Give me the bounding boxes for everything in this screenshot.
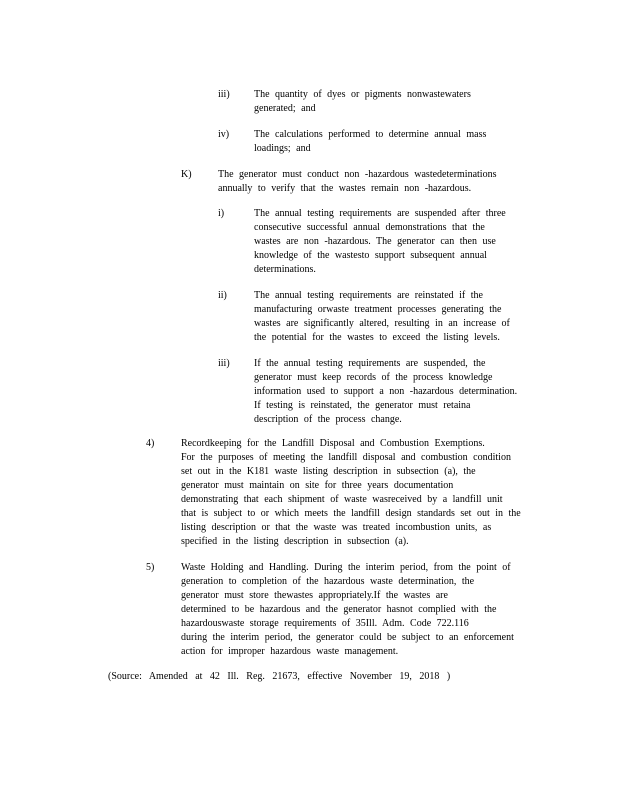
- item-line: description of the process change.: [254, 414, 402, 425]
- item-line: The annual testing requirements are suspended after three: [254, 208, 506, 219]
- item-line: set out in the K181 waste listing description in subsection (a), the: [181, 466, 476, 477]
- item-line: determinations.: [254, 264, 316, 275]
- item-line: generator must store thewastes appropriately.If the wastes are: [181, 590, 448, 601]
- item-line: action for improper hazardous waste management.: [181, 646, 399, 657]
- list-item-k: [181, 168, 541, 198]
- item-line: The quantity of dyes or pigments nonwastewaters: [254, 89, 471, 100]
- item-line: information used to support a non -hazardous determination.: [254, 386, 518, 397]
- item-marker: ii): [218, 290, 227, 301]
- item-marker: iii): [218, 89, 230, 100]
- item-line: Recordkeeping for the Landfill Disposal and Combustion Exemptions.: [181, 438, 485, 449]
- section-5-waste-holding: [146, 561, 546, 661]
- item-marker: K): [181, 169, 192, 180]
- item-line: The annual testing requirements are reinstated if the: [254, 290, 483, 301]
- item-line: wastes are significantly altered, resulting in an increase of: [254, 318, 510, 329]
- item-line: demonstrating that each shipment of waste wasreceived by a landfill unit: [181, 494, 503, 505]
- item-line: generation to completion of the hazardous waste determination, the: [181, 576, 475, 587]
- item-line: determined to be hazardous and the generator hasnot complied with the: [181, 604, 497, 615]
- list-item-iii-a: [218, 88, 540, 118]
- item-line: consecutive successful annual demonstrations that the: [254, 222, 485, 233]
- item-line: during the interim period, the generator could be subject to an enforcement: [181, 632, 514, 643]
- item-line: generator must keep records of the process knowledge: [254, 372, 493, 383]
- item-line: The calculations performed to determine annual mass: [254, 129, 487, 140]
- item-line: wastes are non -hazardous. The generator can then use: [254, 236, 496, 247]
- item-marker: i): [218, 208, 225, 219]
- item-marker: iv): [218, 129, 230, 140]
- item-line: knowledge of the wastesto support subsequent annual: [254, 250, 487, 261]
- item-line: If testing is reinstated, the generator must retaina: [254, 400, 471, 411]
- source-note: (Source: Amended at 42 Ill. Reg. 21673, effective November 19, 2018 ): [108, 671, 451, 682]
- item-line: the potential for the wastes to exceed the listing levels.: [254, 332, 500, 343]
- item-line: Waste Holding and Handling. During the interim period, from the point of: [181, 562, 511, 573]
- item-marker: 4): [146, 438, 155, 449]
- item-marker: iii): [218, 358, 230, 369]
- item-line: For the purposes of meeting the landfill disposal and combustion condition: [181, 452, 511, 463]
- item-line: that is subject to or which meets the landfill design standards set out in the: [181, 508, 521, 519]
- list-item-iii-b: [218, 357, 540, 429]
- item-line: generated; and: [254, 103, 316, 114]
- list-item-iv: [218, 128, 540, 158]
- item-line: hazardouswaste storage requirements of 35Ill. Adm. Code 722.116: [181, 618, 469, 629]
- item-line: manufacturing orwaste treatment processes generating the: [254, 304, 502, 315]
- item-line: generator must maintain on site for three years documentation: [181, 480, 454, 491]
- list-item-i: [218, 207, 540, 279]
- item-line: loadings; and: [254, 143, 311, 154]
- item-line: The generator must conduct non -hazardous wastedeterminations: [218, 169, 497, 180]
- section-4-recordkeeping: [146, 437, 546, 551]
- item-line: listing description or that the waste was treated incombustion units, as: [181, 522, 492, 533]
- list-item-ii: [218, 289, 540, 347]
- item-line: specified in the listing description in subsection (a).: [181, 536, 409, 547]
- item-line: If the annual testing requirements are suspended, the: [254, 358, 486, 369]
- item-marker: 5): [146, 562, 155, 573]
- item-line: annually to verify that the wastes remain non -hazardous.: [218, 183, 472, 194]
